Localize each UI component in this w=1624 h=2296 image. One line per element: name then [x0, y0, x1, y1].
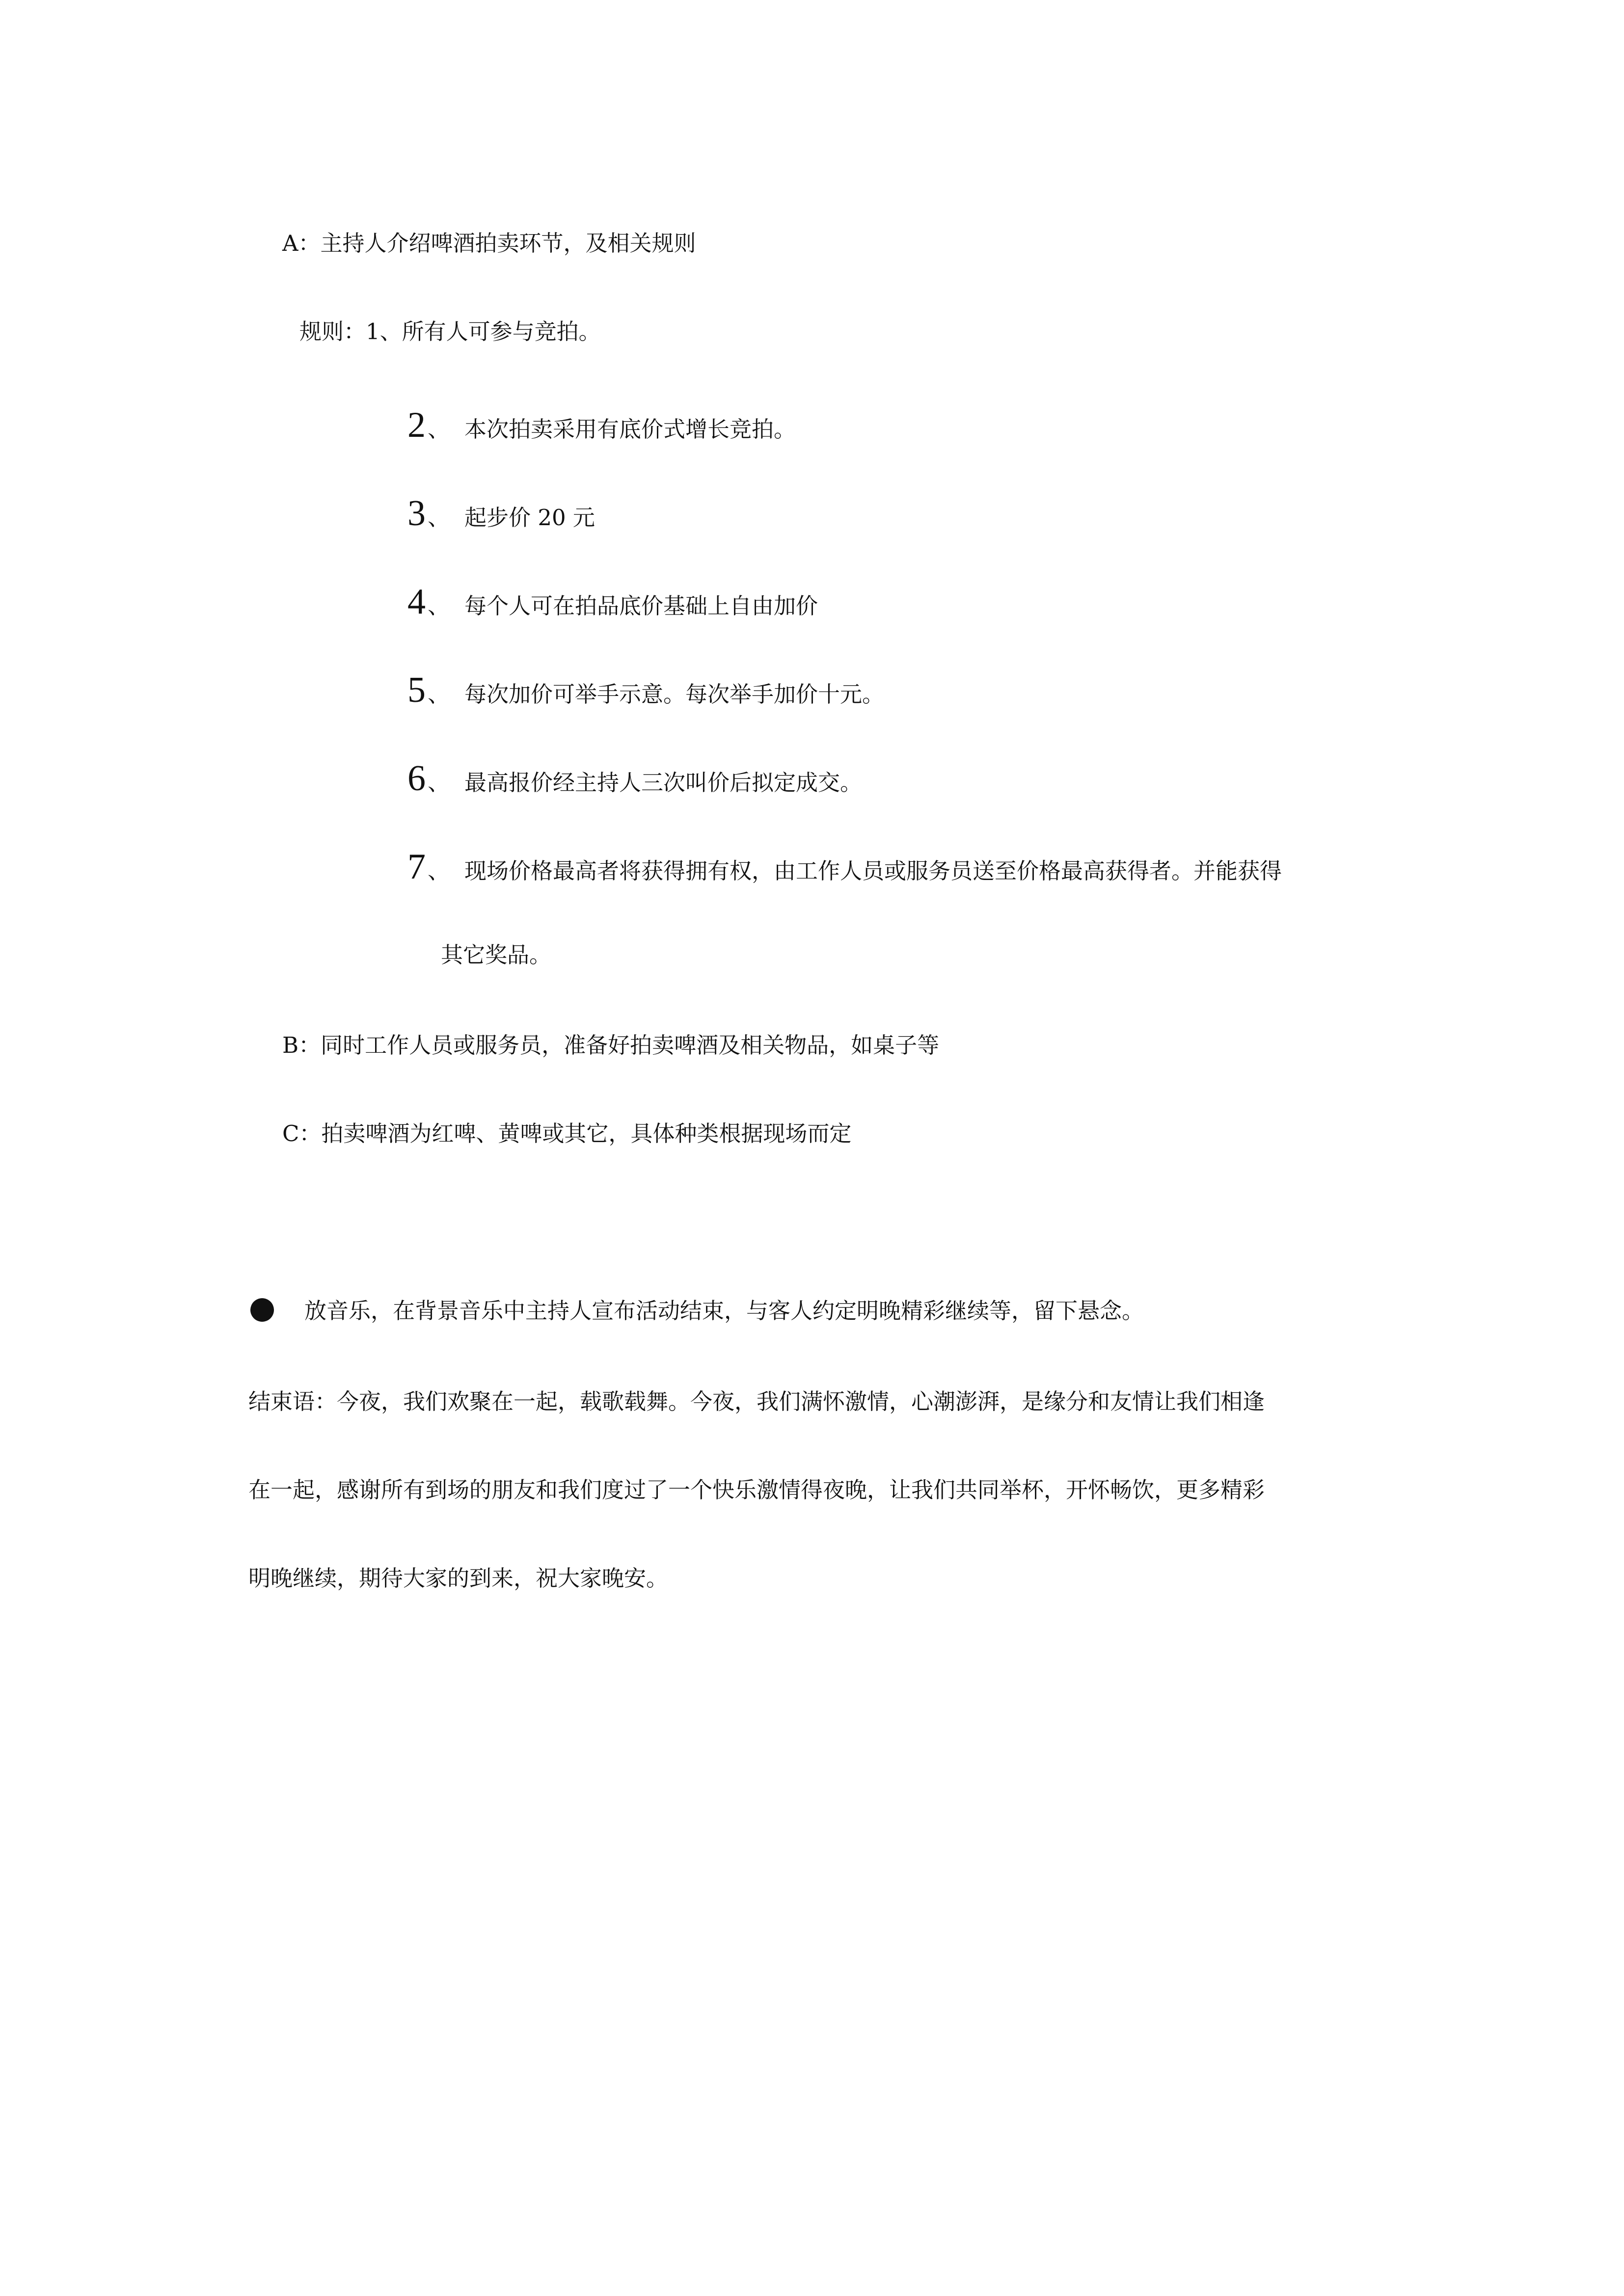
section-a-heading: A：主持人介绍啤酒拍卖环节，及相关规则	[282, 230, 696, 256]
rule-text: 本次拍卖采用有底价式增长竞拍。	[464, 416, 796, 442]
rule-text: 最高报价经主持人三次叫价后拟定成交。	[464, 770, 863, 796]
rule-item-3	[407, 494, 595, 533]
bullet-text: 放音乐，在背景音乐中主持人宣布活动结束，与客人约定明晚精彩继续等，留下悬念。	[304, 1298, 1144, 1324]
rule-7-continuation: 其它奖品。	[441, 942, 552, 968]
rule-number: 7	[407, 847, 426, 887]
rule-number: 6	[407, 758, 426, 799]
rule-item-4	[407, 582, 818, 621]
section-c-text: C：拍卖啤酒为红啤、黄啤或其它，具体种类根据现场而定	[282, 1121, 852, 1147]
rules-intro: 规则：1、所有人可参与竞拍。	[299, 319, 601, 345]
rule-number: 5	[407, 670, 426, 710]
rule-text: 每个人可在拍品底价基础上自由加价	[464, 593, 818, 619]
rule-item-5	[407, 670, 884, 710]
closing-line-2: 在一起，感谢所有到场的朋友和我们度过了一个快乐激情得夜晚，让我们共同举杯，开怀畅饮，更多精彩	[248, 1477, 1265, 1503]
rule-separator: 、	[428, 858, 450, 884]
rule-separator: 、	[428, 593, 450, 619]
bullet-icon	[250, 1298, 274, 1322]
rule-separator: 、	[428, 416, 450, 442]
rule-number: 2	[407, 405, 426, 445]
closing-line-1: 结束语：今夜，我们欢聚在一起，载歌载舞。今夜，我们满怀激情，心潮澎湃，是缘分和友情让我们相逢	[248, 1388, 1265, 1415]
section-b-text: B：同时工作人员或服务员，准备好拍卖啤酒及相关物品，如桌子等	[282, 1032, 940, 1058]
rule-item-6	[407, 759, 862, 798]
rule-item-7	[407, 847, 1282, 886]
rule-text: 起步价 20 元	[464, 505, 595, 531]
closing-line-3: 明晚继续，期待大家的到来，祝大家晚安。	[248, 1565, 669, 1591]
rule-text: 每次加价可举手示意。每次举手加价十元。	[464, 681, 885, 707]
rule-number: 3	[407, 493, 426, 534]
rule-separator: 、	[428, 681, 450, 707]
rule-separator: 、	[428, 770, 450, 796]
rule-text: 现场价格最高者将获得拥有权，由工作人员或服务员送至价格最高获得者。并能获得	[464, 858, 1282, 884]
rule-item-2	[407, 405, 796, 445]
rule-separator: 、	[428, 505, 450, 531]
rule-number: 4	[407, 582, 426, 622]
